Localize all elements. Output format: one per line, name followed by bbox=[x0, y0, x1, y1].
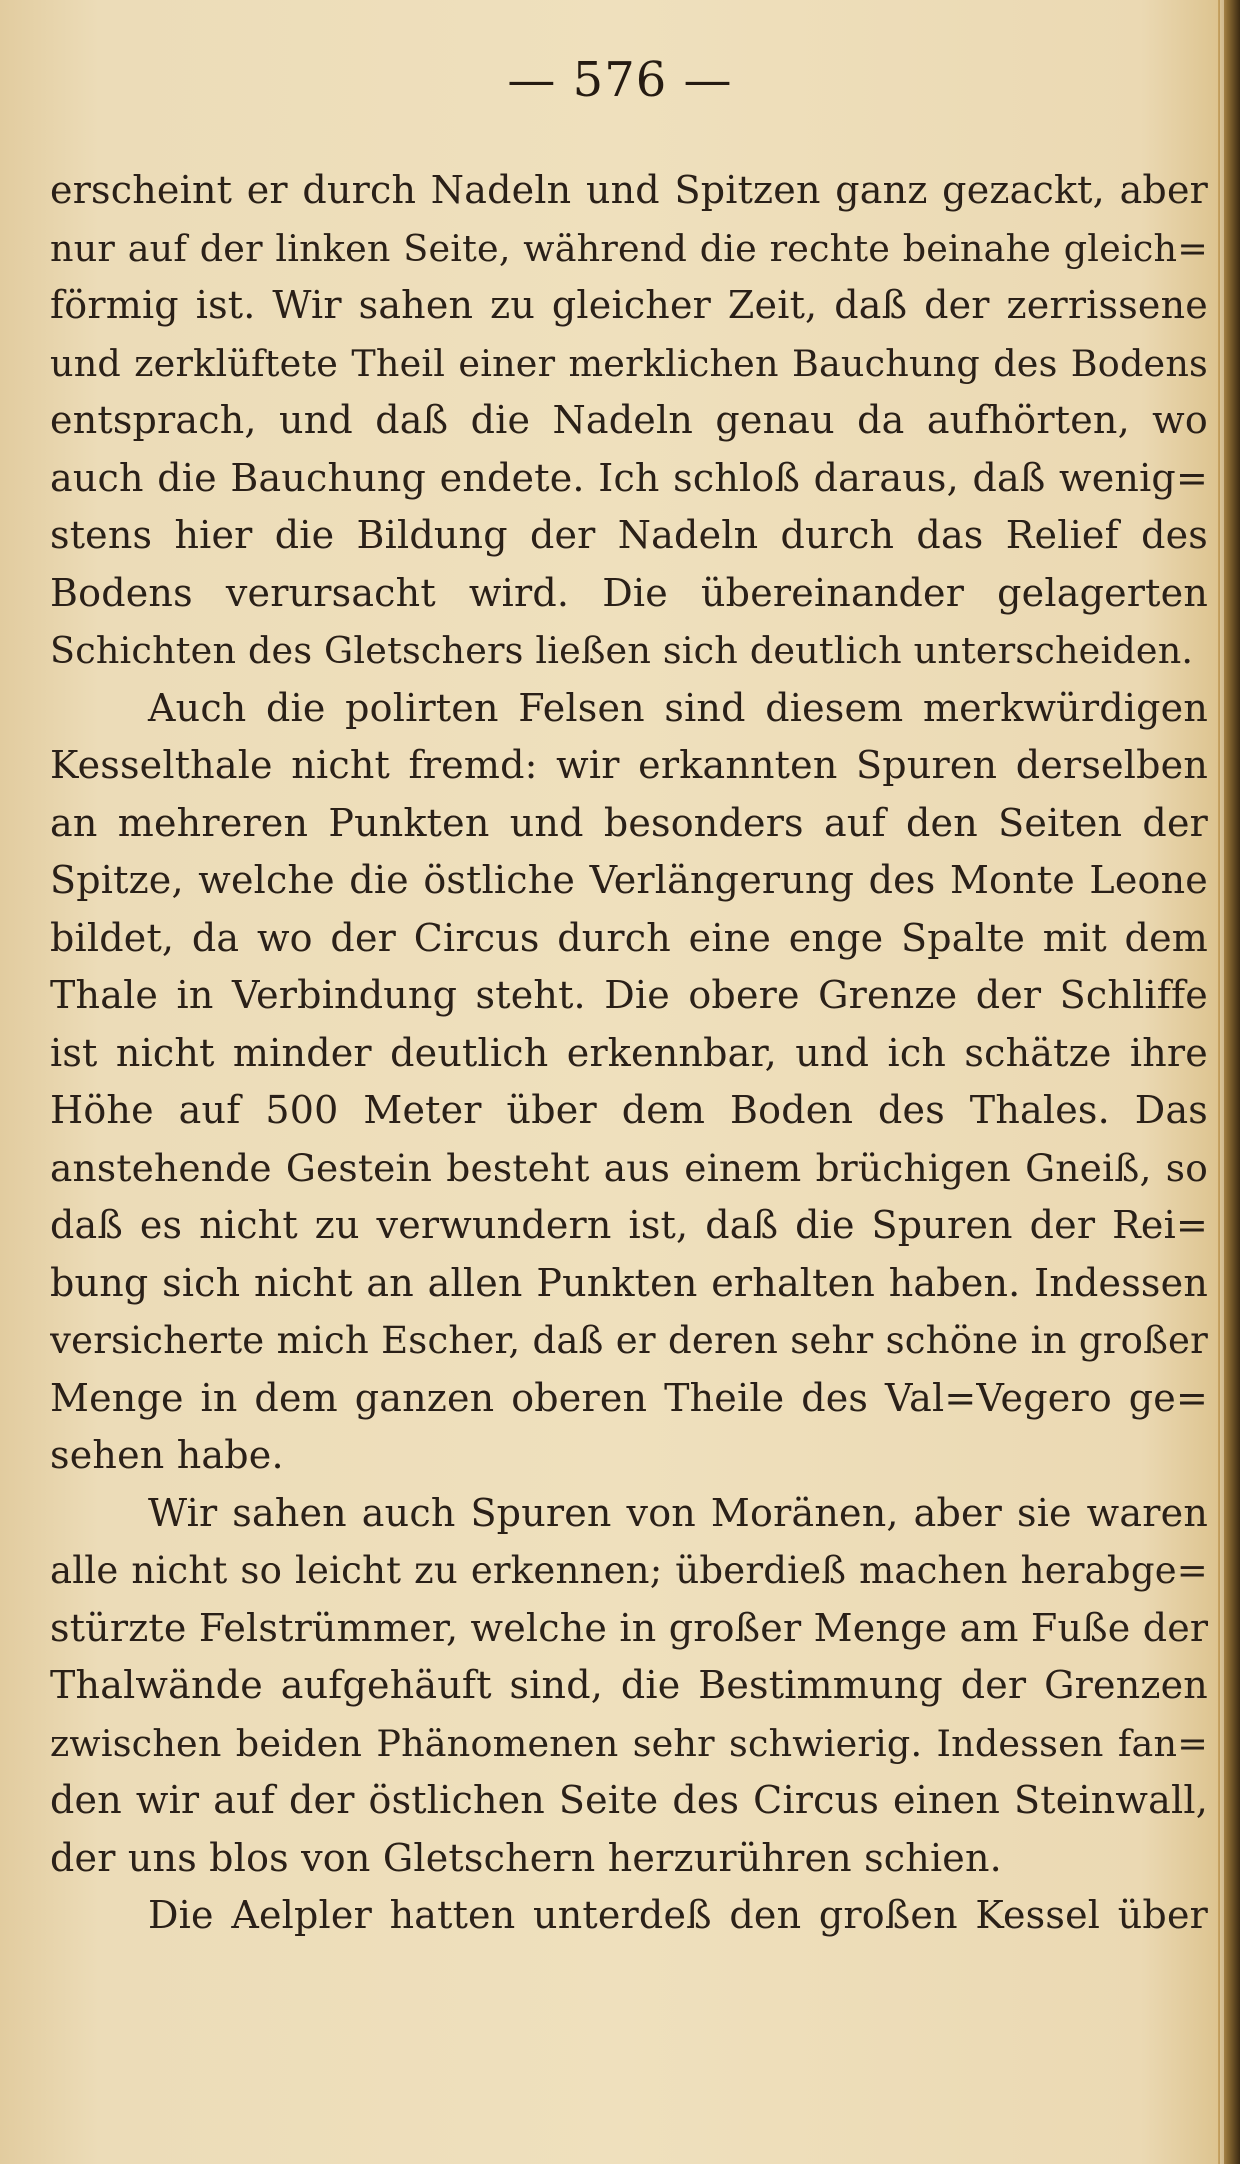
text-line: bung sich nicht an allen Punkten erhalten haben. Indessen bbox=[50, 1260, 1208, 1305]
body-text bbox=[50, 162, 1208, 1945]
text-line: entsprach, und daß die Nadeln genau da aufhörten, wo bbox=[50, 398, 1208, 442]
text-line: und zerklüftete Theil einer merklichen Bauchung des Bodens bbox=[50, 341, 1208, 385]
text-line: stürzte Felstrümmer, welche in großer Menge am Fuße der bbox=[50, 1605, 1208, 1650]
text-line: Wir sahen auch Spuren von Moränen, aber sie waren bbox=[148, 1490, 1208, 1535]
page-edge bbox=[1218, 0, 1240, 2164]
text-line: Höhe auf 500 Meter über dem Boden des Thales. Das bbox=[50, 1088, 1208, 1132]
text-line: Auch die polirten Felsen sind diesem merkwürdigen bbox=[148, 685, 1208, 730]
text-line: auch die Bauchung endete. Ich schloß daraus, daß wenig= bbox=[50, 455, 1208, 500]
text-line: Kesselthale nicht fremd: wir erkannten Spuren derselben bbox=[50, 743, 1208, 787]
text-line: den wir auf der östlichen Seite des Circus einen Steinwall, bbox=[50, 1778, 1208, 1822]
text-line: bildet, da wo der Circus durch eine enge Spalte mit dem bbox=[50, 915, 1208, 960]
text-line: ist nicht minder deutlich erkennbar, und ich schätze ihre bbox=[50, 1030, 1208, 1075]
text-line: Thale in Verbindung steht. Die obere Grenze der Schliffe bbox=[50, 973, 1208, 1017]
text-line: nur auf der linken Seite, während die rechte beinahe gleich= bbox=[50, 226, 1208, 270]
text-line: daß es nicht zu verwundern ist, daß die Spuren der Rei= bbox=[50, 1203, 1208, 1247]
text-line: alle nicht so leicht zu erkennen; überdieß machen herabge= bbox=[50, 1549, 1208, 1592]
page-number: — 576 — bbox=[507, 52, 733, 108]
text-line: förmig ist. Wir sahen zu gleicher Zeit, daß der zerrissene bbox=[50, 283, 1208, 327]
text-line: sehen habe. bbox=[50, 1433, 284, 1477]
text-line: Menge in dem ganzen oberen Theile des Val=Vegero ge= bbox=[50, 1375, 1208, 1420]
text-line: Bodens verursacht wird. Die übereinander gelagerten bbox=[50, 570, 1208, 615]
text-line: versicherte mich Escher, daß er deren sehr schöne in großer bbox=[50, 1319, 1208, 1362]
text-line: Thalwände aufgehäuft sind, die Bestimmung der Grenzen bbox=[50, 1663, 1208, 1707]
text-line: Spitze, welche die östliche Verlängerung des Monte Leone bbox=[50, 858, 1208, 902]
text-line: zwischen beiden Phänomenen sehr schwierig. Indessen fan= bbox=[50, 1721, 1208, 1765]
text-line: Die Aelpler hatten unterdeß den großen Kessel über bbox=[148, 1893, 1208, 1937]
text-line: anstehende Gestein besteht aus einem brüchigen Gneiß, so bbox=[50, 1145, 1208, 1190]
text-line: an mehreren Punkten und besonders auf den Seiten der bbox=[50, 800, 1208, 845]
text-line: stens hier die Bildung der Nadeln durch das Relief des bbox=[50, 513, 1208, 557]
text-line: der uns blos von Gletschern herzurühren schien. bbox=[50, 1835, 1002, 1880]
text-line: erscheint er durch Nadeln und Spitzen ganz gezackt, aber bbox=[50, 168, 1208, 212]
text-line: Schichten des Gletschers ließen sich deutlich unterscheiden. bbox=[50, 629, 1194, 672]
